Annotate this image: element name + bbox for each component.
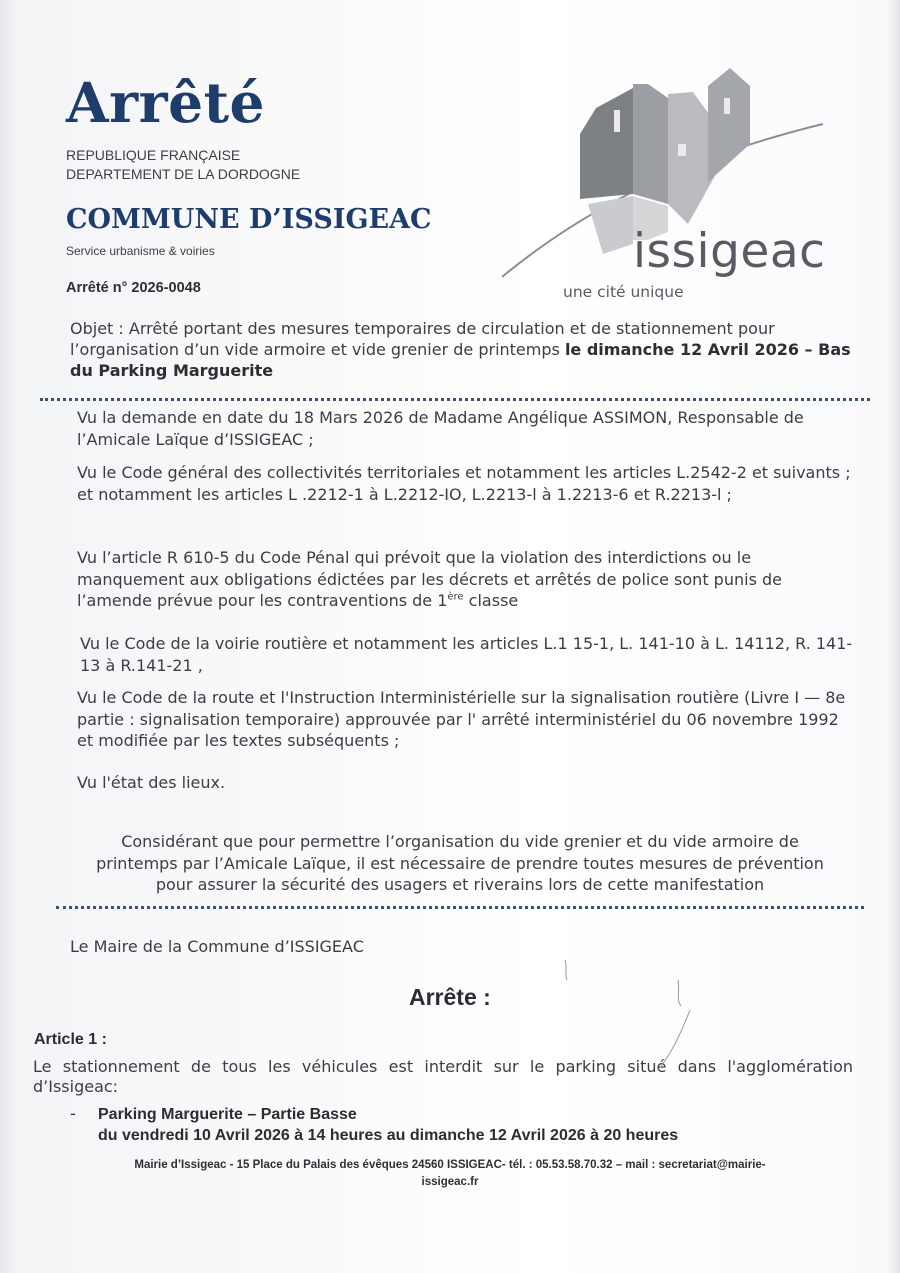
footer-address (55, 1157, 845, 1191)
pen-marks (550, 940, 700, 1110)
dotted-separator-top (40, 398, 870, 401)
vu-cgct: Vu le Code général des collectivités territoriales et notamment les articles L.2542-2 et suivants ; et notamment les articles L .2212-1 à L.2212-IO, L.2213-l à 1.2213-6 et R.2213-l ; (77, 463, 851, 504)
commune-name: COMMUNE D’ISSIGEAC (66, 204, 432, 235)
logo-window (614, 110, 620, 132)
pen-stroke (678, 980, 681, 1006)
maire-line: Le Maire de la Commune d’ISSIGEAC (70, 937, 364, 956)
vu-etat-lieux: Vu l'état des lieux. (77, 773, 226, 792)
logo-window (678, 144, 686, 156)
bullet-period: du vendredi 10 Avril 2026 à 14 heures au dimanche 12 Avril 2026 à 20 heures (98, 1127, 679, 1144)
objet-paragraph (70, 318, 860, 381)
vu-demande: Vu la demande en date du 18 Mars 2026 de Madame Angélique ASSIMON, Responsable de l’Amicale Laïque d’ISSIGEAC ; (77, 408, 804, 449)
considerant: Considérant que pour permettre l’organisation du vide grenier et du vide armoire de printemps par l’Amicale Laïque, il est nécessaire de prendre toutes mesures de prévention pour assurer la sécurité des usagers et riverains lors de cette manifestation (96, 832, 824, 894)
pen-stroke (658, 1010, 690, 1070)
pen-stroke (565, 960, 567, 980)
vu-code-penal (77, 547, 857, 612)
vu-code-penal-superscript: ère (447, 591, 464, 603)
service-name: Service urbanisme & voiries (66, 244, 215, 258)
logo-tagline: une cité unique (563, 283, 684, 301)
logo-window (724, 98, 730, 114)
article-1-title: Article 1 : (34, 1031, 107, 1048)
objet-date-location: le dimanche 12 Avril 2026 – Bas du Parking Marguerite (70, 340, 851, 380)
vu-code-route: Vu le Code de la route et l'Instruction Interministérielle sur la signalisation routière (Livre I — 8e partie : signalisation temporaire) approuvée par l' arrêté interministériel du 06 novembre 1992 et modifiée par les textes subséquents ; (77, 688, 846, 750)
republic-line: REPUBLIQUE FRANÇAISE (66, 147, 241, 163)
logo-tower-left (580, 88, 633, 199)
bullet-location: Parking Marguerite – Partie Basse (98, 1106, 357, 1123)
logo-wordmark: issigeac (633, 224, 826, 279)
article-1-text: Le stationnement de tous les véhicules est interdit sur le parking situé dans l'agglomération d’Issigeac: (33, 1057, 853, 1096)
logo-tower-right (708, 68, 750, 182)
vu-voirie: Vu le Code de la voirie routière et notamment les articles L.1 15-1, L. 141-10 à L. 14112, R. 141-13 à R.141-21 , (80, 634, 853, 675)
vu-code-penal-end: classe (463, 591, 519, 610)
scan-shadow-left (0, 0, 18, 1273)
footer-line-2: issigeac.fr (421, 1176, 479, 1188)
vu-code-penal-text: Vu l’article R 610-5 du Code Pénal qui prévoit que la violation des interdictions ou le manquement aux obligations édictées par les décrets et arrêtés de police sont punis de l’amende prévue pour les contraventions de 1 (77, 548, 782, 610)
logo-reflection-left (588, 196, 633, 254)
dotted-separator-bottom (56, 906, 864, 909)
document-title: Arrêté (66, 70, 266, 135)
republic-heading (66, 146, 300, 184)
objet-text: Objet : Arrêté portant des mesures temporaires de circulation et de stationnement pour l’organisation d’un vide armoire et vide grenier de printemps (70, 319, 775, 359)
scan-shadow-right (886, 0, 900, 1273)
arrete-number: Arrêté n° 2026-0048 (66, 280, 201, 296)
bullet-dash: - (70, 1104, 76, 1123)
department-line: DEPARTEMENT DE LA DORDOGNE (66, 166, 301, 182)
footer-line-1: Mairie d’Issigeac - 15 Place du Palais des évêques 24560 ISSIGEAC- tél. : 05.53.58.70.32 – mail : secretariat@mairie- (134, 1159, 766, 1171)
arrete-heading: Arrête : (409, 984, 491, 1010)
logo-tower-center (633, 84, 668, 204)
article-1-bullet (98, 1104, 678, 1146)
